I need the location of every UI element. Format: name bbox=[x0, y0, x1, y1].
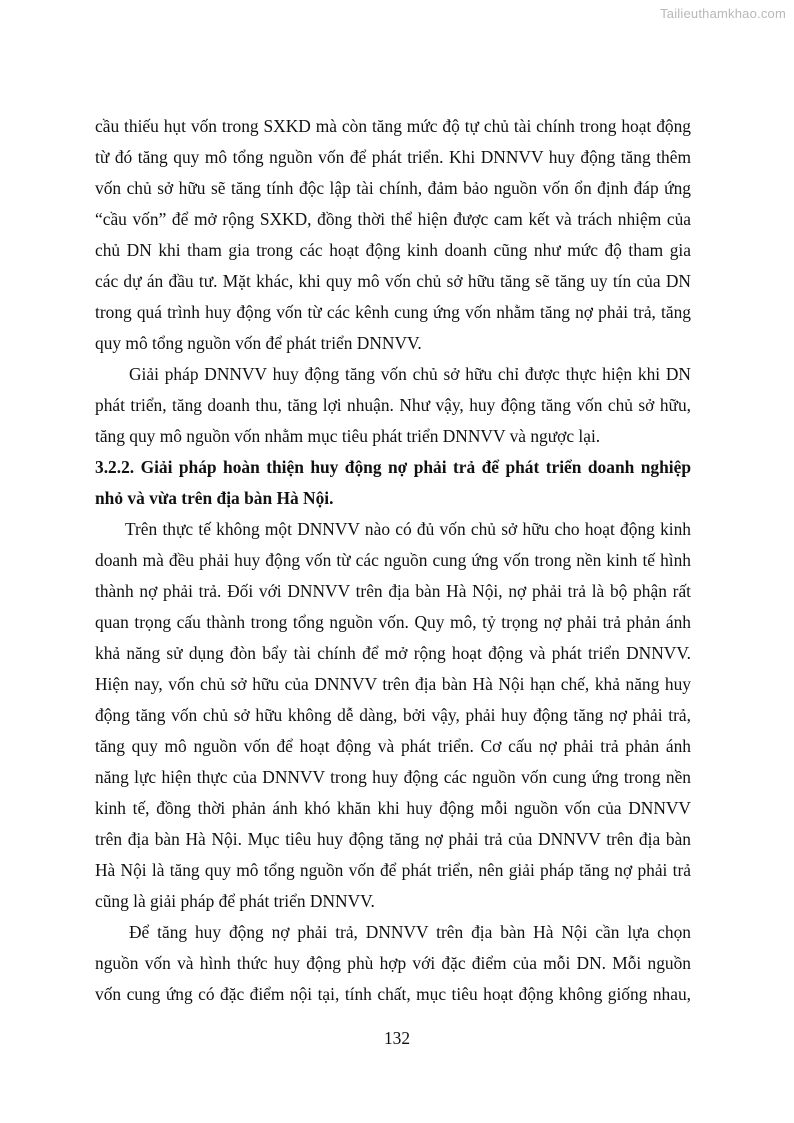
text-line: tăng quy mô nguồn vốn để hoạt động và phát triển. Cơ cấu nợ phải trả phản ánh bbox=[95, 736, 691, 756]
text-line: quan trọng cấu thành trong tổng nguồn vốn. Quy mô, tỷ trọng nợ phải trả phản ánh bbox=[95, 612, 691, 632]
text-line: quy mô tổng nguồn vốn để phát triển DNNVV. bbox=[95, 333, 422, 353]
paragraph-3 bbox=[95, 514, 691, 917]
text-line: động tăng vốn chủ sở hữu không dễ dàng, bởi vậy, phải huy động tăng nợ phải trả, bbox=[95, 705, 691, 725]
text-line: doanh mà đều phải huy động vốn từ các nguồn cung ứng vốn trong nền kinh tế hình bbox=[95, 550, 691, 570]
page-number: 132 bbox=[383, 1028, 411, 1048]
text-line: năng lực hiện thực của DNNVV trong huy động các nguồn vốn cung ứng trong nền bbox=[95, 767, 691, 787]
text-line: cũng là giải pháp để phát triển DNNVV. bbox=[95, 891, 375, 911]
text-line: “cầu vốn” để mở rộng SXKD, đồng thời thể hiện được cam kết và trách nhiệm của bbox=[95, 209, 691, 229]
text-line: Để tăng huy động nợ phải trả, DNNVV trên địa bàn Hà Nội cần lựa chọn bbox=[129, 922, 691, 942]
text-line: từ đó tăng quy mô tổng nguồn vốn để phát triển. Khi DNNVV huy động tăng thêm bbox=[95, 147, 691, 167]
text-line: Hiện nay, vốn chủ sở hữu của DNNVV trên địa bàn Hà Nội hạn chế, khả năng huy bbox=[95, 674, 691, 694]
document-body bbox=[95, 111, 691, 1010]
text-line: Giải pháp DNNVV huy động tăng vốn chủ sở hữu chỉ được thực hiện khi DN bbox=[129, 364, 691, 384]
text-line: nguồn vốn và hình thức huy động phù hợp với đặc điểm của mỗi DN. Mỗi nguồn bbox=[95, 953, 691, 973]
text-line: Trên thực tế không một DNNVV nào có đủ vốn chủ sở hữu cho hoạt động kinh bbox=[125, 519, 691, 539]
text-line: vốn cung ứng có đặc điểm nội tại, tính chất, mục tiêu hoạt động không giống nhau, bbox=[95, 984, 691, 1004]
text-line: phát triển, tăng doanh thu, tăng lợi nhuận. Như vậy, huy động tăng vốn chủ sở hữu, bbox=[95, 395, 691, 415]
text-line: trong quá trình huy động vốn từ các kênh cung ứng vốn nhằm tăng nợ phải trả, tăng bbox=[95, 302, 691, 322]
text-line: cầu thiếu hụt vốn trong SXKD mà còn tăng mức độ tự chủ tài chính trong hoạt động bbox=[95, 116, 691, 136]
paragraph-4 bbox=[95, 917, 691, 1010]
watermark: Tailieuthamkhao.com bbox=[660, 6, 786, 21]
text-line: trên địa bàn Hà Nội. Mục tiêu huy động tăng nợ phải trả của DNNVV trên địa bàn bbox=[95, 829, 691, 849]
section-heading bbox=[95, 452, 691, 514]
heading-line: 3.2.2. Giải pháp hoàn thiện huy động nợ phải trả để phát triển doanh nghiệp bbox=[95, 457, 691, 477]
text-line: khả năng sử dụng đòn bẩy tài chính để mở rộng hoạt động và phát triển DNNVV. bbox=[95, 643, 691, 663]
paragraph-2 bbox=[95, 359, 691, 452]
heading-line: nhỏ và vừa trên địa bàn Hà Nội. bbox=[95, 488, 334, 508]
text-line: kinh tế, đồng thời phản ánh khó khăn khi huy động mỗi nguồn vốn của DNNVV bbox=[95, 798, 691, 818]
paragraph-1 bbox=[95, 111, 691, 359]
text-line: chủ DN khi tham gia trong các hoạt động kinh doanh cũng như mức độ tham gia bbox=[95, 240, 691, 260]
text-line: tăng quy mô nguồn vốn nhằm mục tiêu phát triển DNNVV và ngược lại. bbox=[95, 426, 601, 446]
text-line: các dự án đầu tư. Mặt khác, khi quy mô vốn chủ sở hữu tăng sẽ tăng uy tín của DN bbox=[95, 271, 691, 291]
text-line: vốn chủ sở hữu sẽ tăng tính độc lập tài chính, đảm bảo nguồn vốn ổn định đáp ứng bbox=[95, 178, 691, 198]
text-line: Hà Nội là tăng quy mô tổng nguồn vốn để phát triển, nên giải pháp tăng nợ phải trả bbox=[95, 860, 691, 880]
text-line: thành nợ phải trả. Đối với DNNVV trên địa bàn Hà Nội, nợ phải trả là bộ phận rất bbox=[95, 581, 691, 601]
